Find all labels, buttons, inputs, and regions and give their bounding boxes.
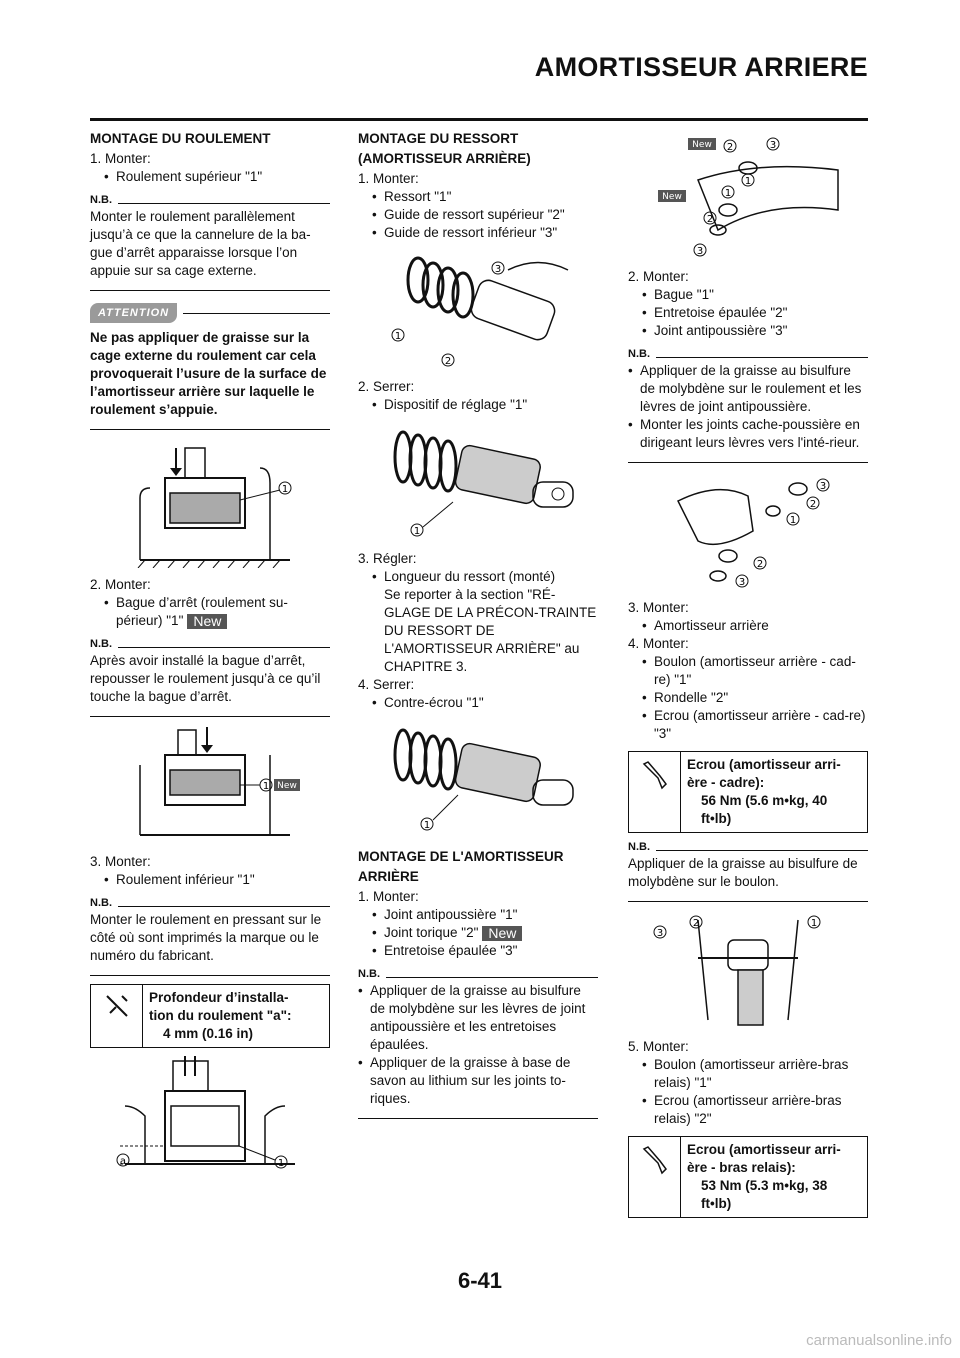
bullet: • Roulement inférieur "1" [90, 871, 330, 889]
torque-label: ère - bras relais): [687, 1160, 796, 1175]
spec-label: Profondeur d’installa- [149, 990, 289, 1005]
bullet: • Ecrou (amortisseur arrière - cad-re) "3" [628, 707, 868, 743]
torque-value: 56 Nm (5.6 m•kg, 40 ft•lb) [701, 793, 828, 826]
figure-callout: 3 [769, 140, 777, 151]
section-title: MONTAGE DE L'AMORTISSEUR [358, 849, 564, 864]
new-badge: New [482, 926, 522, 941]
figure-callout: a [119, 1156, 127, 1167]
step: 3. Monter: [90, 854, 151, 869]
figure-callout: 1 [724, 188, 732, 199]
bullet: • Joint antipoussière "1" [358, 906, 598, 924]
spec-value: 4 mm (0.16 in) [163, 1026, 254, 1041]
figure-callout: 2 [756, 559, 764, 570]
figure-callout: 1 [413, 526, 421, 537]
shock-adjuster-figure [373, 422, 583, 542]
step: 2. Monter: [628, 269, 689, 284]
section-title: MONTAGE DU RESSORT [358, 131, 519, 146]
figure-callout: 1 [281, 484, 289, 495]
note-block [358, 968, 598, 1119]
figure-callout: 1 [744, 176, 752, 187]
spring-install-figure [378, 250, 578, 370]
step: 3. Monter: [628, 600, 689, 615]
note-bullet: • Appliquer de la graisse à base de savon au lithium sur les joints to-riques. [358, 1054, 598, 1108]
bullet: • Boulon (amortisseur arrière-bras relais) "1" [628, 1056, 868, 1092]
section-title: ARRIÈRE [358, 869, 419, 884]
note-block [90, 194, 330, 291]
bullet: • Entretoise épaulée "3" [358, 942, 598, 960]
figure-callout: 3 [494, 264, 502, 275]
spec-label: tion du roulement "a": [149, 1008, 292, 1023]
note-block [90, 897, 330, 976]
bullet-cont: périeur) "1" [116, 613, 184, 628]
bullet: • Guide de ressort inférieur "3" [358, 224, 598, 242]
torque-label: Ecrou (amortisseur arri- [687, 757, 841, 772]
figure-callout: 2 [726, 142, 734, 153]
figure-callout: 2 [692, 918, 700, 929]
watermark: carmanualsonline.info [806, 1332, 952, 1349]
note-label: N.B. [90, 897, 112, 909]
depth-gauge-icon [102, 991, 132, 1021]
bullet: • Longueur du ressort (monté) [358, 568, 598, 586]
figure-callout: 3 [656, 928, 664, 939]
new-badge: New [187, 614, 227, 629]
note-label: N.B. [90, 638, 112, 650]
new-badge: New [277, 781, 297, 791]
note-text: Monter le roulement parallèlement jusqu’à ce que la cannelure de la ba-gue d’arrêt apparaisse lorsque l’on appuie sur sa cage externe. [90, 209, 311, 278]
note-text: Après avoir installé la bague d’arrêt, repousser le roulement jusqu’à ce qu’il touche la bague d’arrêt. [90, 653, 321, 704]
note-label: N.B. [90, 194, 112, 206]
note-label: N.B. [358, 968, 380, 980]
step: 1. Monter: [90, 151, 151, 166]
bullet: • Dispositif de réglage "1" [358, 396, 598, 414]
torque-box [628, 1136, 868, 1218]
bullet: • Joint antipoussière "3" [628, 322, 868, 340]
locknut-figure [373, 720, 583, 840]
bullet: • Roulement supérieur "1" [90, 168, 330, 186]
torque-wrench-icon [640, 758, 670, 792]
bearing-depth-figure [105, 1056, 315, 1176]
column-1 [90, 130, 330, 1184]
note-block [90, 638, 330, 717]
figure-callout: 1 [394, 331, 402, 342]
figure-callout: 1 [262, 781, 270, 792]
figure-callout: 1 [810, 918, 818, 929]
note-label: N.B. [628, 841, 650, 853]
section-title: MONTAGE DU ROULEMENT [90, 131, 271, 146]
step: 2. Monter: [90, 577, 151, 592]
frame-mount-figure [638, 910, 858, 1030]
step: 2. Serrer: [358, 379, 415, 394]
bullet: • Ressort "1" [358, 188, 598, 206]
new-badge: New [692, 140, 712, 150]
bearing-press-figure-1 [110, 438, 310, 568]
header-title: AMORTISSEUR ARRIERE [534, 52, 868, 82]
bullet: • Boulon (amortisseur arrière - cad-re) "1" [628, 653, 868, 689]
note-bullet: • Appliquer de la graisse au bisulfure de molybdène sur le roulement et les lèvres de joint antipoussière. [628, 362, 868, 416]
torque-label: Ecrou (amortisseur arri- [687, 1142, 841, 1157]
note-block [628, 348, 868, 463]
header-rule [90, 118, 868, 121]
figure-callout: 1 [423, 820, 431, 831]
torque-box [628, 751, 868, 833]
seal-exploded-figure [638, 130, 858, 260]
note-label: N.B. [628, 348, 650, 360]
bullet: • Bague "1" [628, 286, 868, 304]
new-badge: New [662, 192, 682, 202]
figure-callout: 2 [706, 214, 714, 225]
torque-label: ère - cadre): [687, 775, 765, 790]
note-bullet: • Monter les joints cache-poussière en dirigeant leurs lèvres vers l'inté-rieur. [628, 416, 868, 452]
attention-text: Ne pas appliquer de graisse sur la cage externe du roulement car cela provoquerait l’usure de la surface de l’amortisseur arrière sur laquelle le roulement s’appuie. [90, 330, 327, 417]
spec-box [90, 984, 330, 1048]
note-text: Appliquer de la graisse au bisulfure de molybdène sur le boulon. [628, 856, 858, 889]
bullet: • Entretoise épaulée "2" [628, 304, 868, 322]
step: 4. Monter: [628, 636, 689, 651]
bullet: • Ecrou (amortisseur arrière-bras relais) "2" [628, 1092, 868, 1128]
page-number: 6-41 [457, 1268, 503, 1293]
section-title: (AMORTISSEUR ARRIÈRE) [358, 151, 531, 166]
figure-callout: 1 [789, 515, 797, 526]
column-3 [628, 130, 868, 1226]
step: 1. Monter: [358, 889, 419, 904]
figure-callout: 3 [738, 577, 746, 588]
step: 5. Monter: [628, 1039, 689, 1054]
attention-label: ATTENTION [90, 303, 177, 323]
step: 1. Monter: [358, 171, 419, 186]
figure-callout: 3 [696, 246, 704, 257]
figure-callout: 1 [277, 1158, 285, 1169]
note-text: Monter le roulement en pressant sur le côté où sont imprimés la marque ou le numéro du fabricant. [90, 912, 322, 963]
note-block [628, 841, 868, 902]
step: 4. Serrer: [358, 677, 415, 692]
lower-bracket-figure [638, 471, 858, 591]
column-2 [358, 130, 598, 1125]
note-bullet: • Appliquer de la graisse au bisulfure de molybdène sur les lèvres de joint antipoussière et les entretoises épaulées. [358, 982, 598, 1054]
torque-value: 53 Nm (5.3 m•kg, 38 ft•lb) [701, 1178, 828, 1211]
bullet-text: Joint torique "2" [384, 925, 479, 940]
bearing-press-figure-2 [110, 725, 310, 845]
torque-wrench-icon [640, 1143, 670, 1177]
figure-callout: 2 [444, 356, 452, 367]
step: 3. Régler: [358, 551, 417, 566]
figure-callout: 3 [819, 481, 827, 492]
bullet: • Guide de ressort supérieur "2" [358, 206, 598, 224]
bullet: • Bague d’arrêt (roulement su- [90, 594, 330, 612]
reference-text: Se reporter à la section "RÉ-GLAGE DE LA PRÉCON-TRAINTE DU RESSORT DE L'AMORTISSEUR ARRIÈRE" au CHAPITRE 3. [384, 587, 597, 674]
figure-callout: 2 [809, 499, 817, 510]
bullet: • Rondelle "2" [628, 689, 868, 707]
bullet: • Amortisseur arrière [628, 617, 868, 635]
attention-block [90, 303, 330, 430]
bullet: • Contre-écrou "1" [358, 694, 598, 712]
